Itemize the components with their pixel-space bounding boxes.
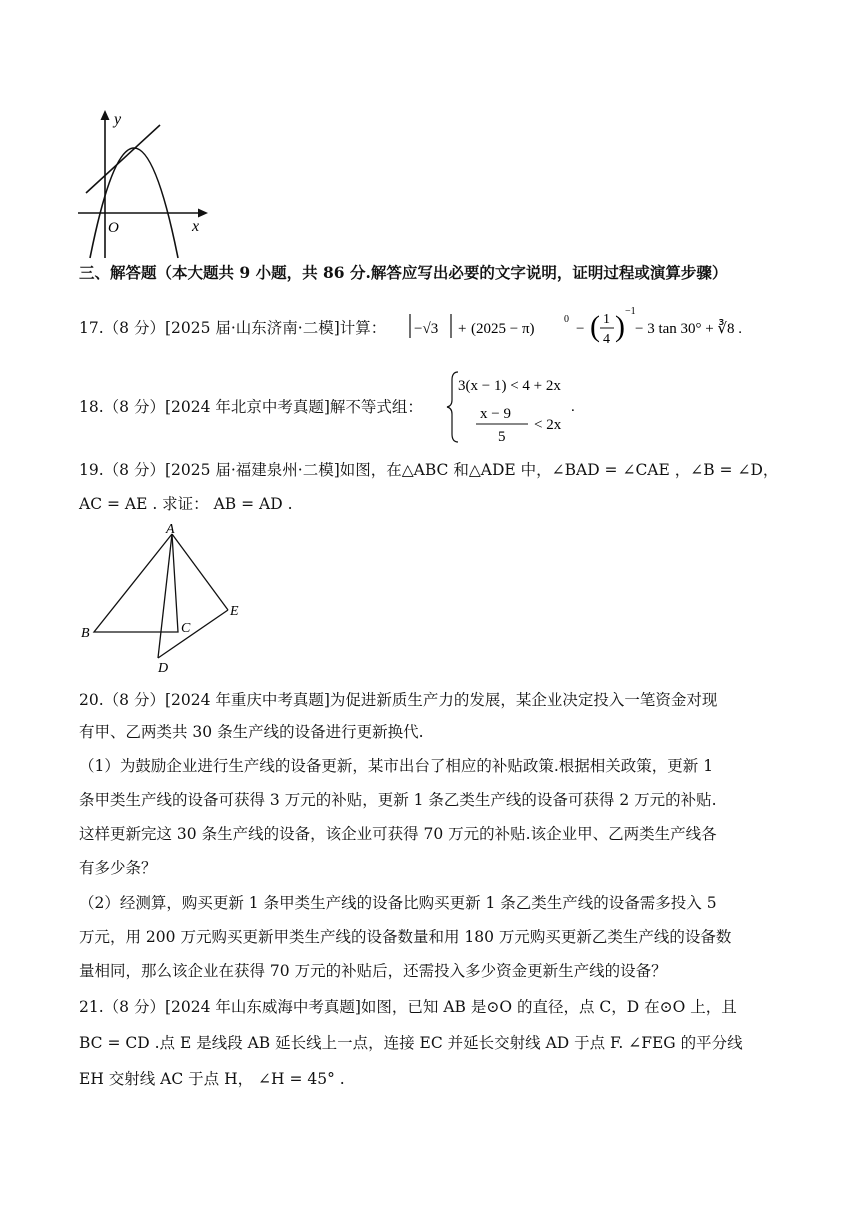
q18-ineq1: 3(x − 1) < 4 + 2x	[458, 378, 561, 394]
y-axis-arrow	[101, 110, 110, 120]
q17-expression	[406, 304, 743, 352]
svg-text:(: (	[590, 310, 600, 343]
question-19-line2: AC = AE . 求证： AB = AD .	[79, 495, 293, 513]
x-label: x	[192, 218, 200, 235]
q20-part1-l4: 有多少条？	[79, 859, 157, 877]
section-heading: 三、解答题（本大题共 9 小题，共 86 分.解答应写出必要的文字说明，证明过程或演算步骤）	[79, 263, 728, 282]
q18-end: .	[571, 399, 575, 415]
q20-part2-l2: 万元，用 200 万元购买更新甲类生产线的设备数量和用 180 万元购买更新乙类生产线的设备数	[79, 928, 732, 946]
q17-source: [2025 届·山东济南·二模]计算：	[164, 319, 387, 337]
question-21-line1: 21.（8 分）[2024 年山东威海中考真题]如图，已知 AB 是⊙O 的直径，点 C，D 在⊙O 上，且	[79, 998, 737, 1016]
q20-part2-l1: （2）经测算，购买更新 1 条甲类生产线的设备比购买更新 1 条乙类生产线的设备需多投入 5	[79, 894, 717, 912]
q18-ineq2-num: x − 9	[480, 406, 511, 422]
triangle-abc	[94, 534, 178, 632]
brace	[447, 372, 458, 442]
question-18	[79, 397, 423, 417]
q18-ineq2-rhs: < 2x	[534, 417, 562, 433]
triangle-figure	[74, 522, 254, 677]
question-21-line3: EH 交射线 AC 于点 H， ∠H = 45° .	[79, 1070, 345, 1088]
x-axis-arrow	[198, 209, 208, 218]
question-20-line1: 20.（8 分）[2024 年重庆中考真题]为促进新质生产力的发展，某企业决定投入一笔资金对现	[79, 691, 718, 709]
question-19-line1: 19.（8 分）[2025 届·福建泉州·二模]如图，在△ABC 和△ADE 中，∠BAD = ∠CAE ，∠B = ∠D，	[79, 461, 779, 479]
svg-text:): )	[615, 310, 625, 343]
label-c: C	[181, 621, 191, 636]
q18-source: [2024 年北京中考真题]解不等式组：	[164, 398, 423, 416]
q18-number: 18.（8 分）	[79, 398, 165, 416]
q17-frac-num: 1	[603, 312, 610, 327]
q20-part1-l2: 条甲类生产线的设备可获得 3 万元的补贴，更新 1 条乙类生产线的设备可获得 2 万元的补贴.	[79, 791, 717, 809]
label-a: A	[166, 522, 175, 537]
q17-minus: −	[576, 321, 585, 337]
tangent-line	[86, 125, 160, 193]
q17-frac-den: 4	[603, 332, 610, 347]
segment-ad	[158, 534, 172, 658]
parabola-graph	[74, 100, 224, 265]
segment-de	[158, 610, 228, 658]
y-label: y	[114, 111, 122, 128]
segment-ae	[172, 534, 228, 610]
q17-tail: − 3 tan 30° + ∛8 .	[635, 321, 743, 337]
q18-ineq2-den: 5	[498, 429, 506, 445]
label-e: E	[230, 604, 239, 619]
origin-label: O	[108, 220, 119, 236]
question-21-line2: BC = CD .点 E 是线段 AB 延长线上一点，连接 EC 并延长交射线 AD 于点 F. ∠FEG 的平分线	[79, 1034, 743, 1052]
parabola-curve	[90, 148, 178, 258]
question-20-line2: 有甲、乙两类共 30 条生产线的设备进行更新换代.	[79, 723, 424, 741]
q20-part2-l3: 量相同，那么该企业在获得 70 万元的补贴后，还需投入多少资金更新生产线的设备？	[79, 962, 667, 980]
q17-exp0: 0	[564, 314, 569, 325]
q17-exp-neg1: −1	[625, 306, 636, 317]
question-17	[79, 318, 386, 338]
label-b: B	[81, 626, 90, 641]
q17-abs: −√3	[414, 321, 439, 337]
svg-text:+: +	[458, 321, 467, 337]
q18-system	[446, 368, 596, 446]
label-d: D	[158, 661, 169, 676]
q20-part1-l1: （1）为鼓励企业进行生产线的设备更新，某市出台了相应的补贴政策.根据相关政策，更新 1	[79, 757, 714, 775]
q20-part1-l3: 这样更新完这 30 条生产线的设备，该企业可获得 70 万元的补贴.该企业甲、乙两类生产线各	[79, 825, 717, 843]
q17-number: 17.（8 分）	[79, 319, 165, 337]
q17-base: (2025 − π)	[471, 321, 535, 337]
